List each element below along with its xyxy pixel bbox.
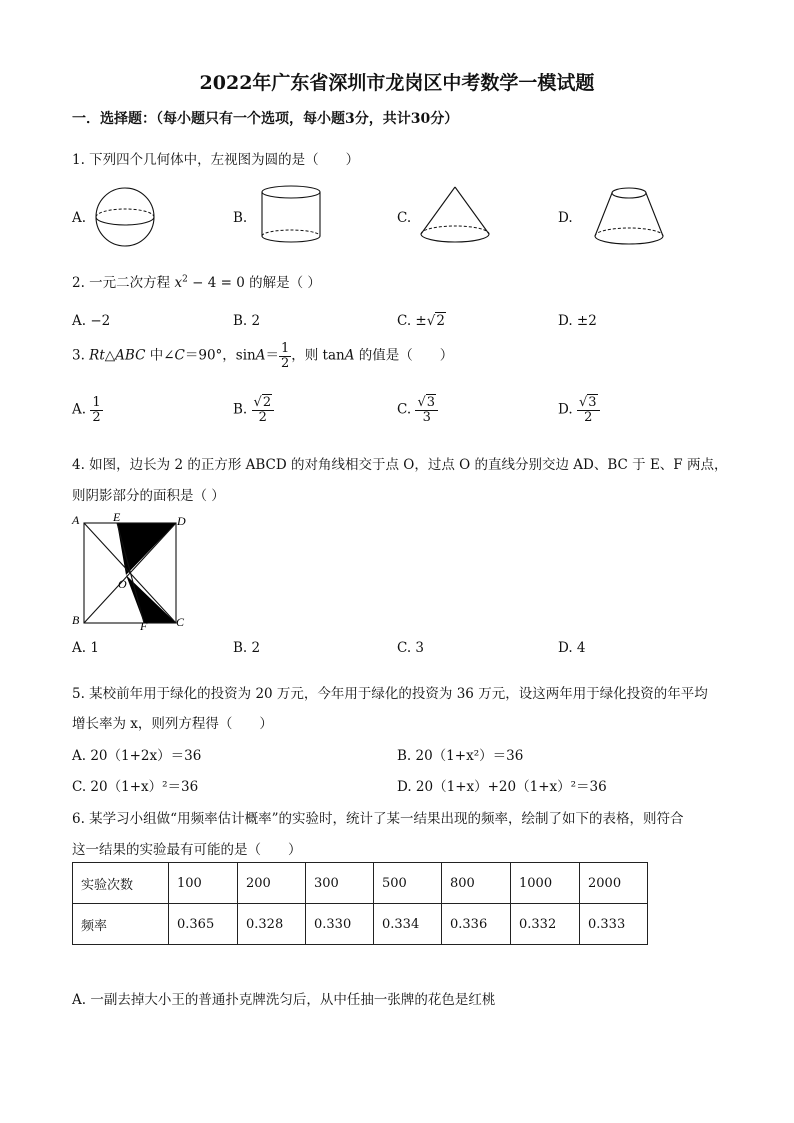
frequency-table bbox=[72, 862, 648, 945]
shaded-triangle-top bbox=[117, 523, 176, 575]
table-cell: 200 bbox=[238, 863, 306, 904]
frustum-figure bbox=[592, 184, 666, 248]
q5-option-d: D. 20（1+x）+20（1+x）²＝36 bbox=[397, 779, 607, 795]
table-cell: 800 bbox=[442, 863, 511, 904]
table-cell: 0.328 bbox=[238, 904, 306, 945]
table-cell: 实验次数 bbox=[73, 863, 169, 904]
q2-stem: 2. 一元二次方程 $x^2 - 4 = 0$ 的解是（ ） bbox=[72, 274, 321, 291]
cylinder-figure bbox=[258, 184, 324, 246]
label-c: C bbox=[176, 615, 185, 629]
table-cell: 300 bbox=[306, 863, 374, 904]
q2-option-b: B. 2 bbox=[233, 313, 261, 329]
label-e: E bbox=[113, 510, 121, 524]
q2-option-c: C. ±√2 bbox=[397, 313, 445, 329]
table-cell: 0.334 bbox=[374, 904, 442, 945]
table-row bbox=[73, 863, 648, 904]
table-cell: 1000 bbox=[511, 863, 580, 904]
table-cell: 500 bbox=[374, 863, 442, 904]
label-f: F bbox=[140, 619, 148, 633]
q5-option-b: B. 20（1+x²）＝36 bbox=[397, 748, 524, 764]
q3-option-b: B. $\frac{√2}{2}$ bbox=[233, 396, 274, 424]
label-b: B bbox=[72, 613, 80, 627]
q6-stem-line2: 这一结果的实验最有可能的是（ ） bbox=[72, 842, 302, 858]
q5-stem-line2: 增长率为 x，则列方程得（ ） bbox=[72, 716, 273, 732]
q5-option-a: A. 20（1+2x）＝36 bbox=[72, 748, 202, 764]
q4-option-d: D. 4 bbox=[558, 640, 586, 656]
label-o: O bbox=[118, 577, 127, 591]
table-cell: 0.333 bbox=[580, 904, 648, 945]
table-cell: 0.336 bbox=[442, 904, 511, 945]
sphere-figure bbox=[92, 186, 158, 248]
section-heading: 一．选择题：（每小题只有一个选项，每小题3分，共计30分） bbox=[72, 111, 459, 127]
q4-option-a: A. 1 bbox=[72, 640, 99, 656]
q5-option-c: C. 20（1+x）²＝36 bbox=[72, 779, 199, 795]
table-cell: 0.365 bbox=[169, 904, 238, 945]
label-d: D bbox=[177, 514, 186, 528]
q4-option-c: C. 3 bbox=[397, 640, 425, 656]
table-cell: 100 bbox=[169, 863, 238, 904]
table-cell: 0.332 bbox=[511, 904, 580, 945]
q1-option-a-label: A. bbox=[72, 210, 87, 226]
q6-option-a: A. 一副去掉大小王的普通扑克牌洗匀后，从中任抽一张牌的花色是红桃 bbox=[72, 992, 496, 1008]
table-cell: 2000 bbox=[580, 863, 648, 904]
page-title: 2022年广东省深圳市龙岗区中考数学一模试题 bbox=[199, 72, 595, 94]
table-cell: 0.330 bbox=[306, 904, 374, 945]
label-a: A bbox=[72, 513, 80, 527]
q4-stem-line1: 4. 如图，边长为 2 的正方形 ABCD 的对角线相交于点 O，过点 O 的直线分别交边 AD、BC 于 E、F 两点， bbox=[72, 457, 728, 473]
q3-option-d: D. $\frac{√3}{2}$ bbox=[558, 396, 600, 424]
q1-option-d-label: D. bbox=[558, 210, 573, 226]
q4-stem-line2: 则阴影部分的面积是（ ） bbox=[72, 488, 225, 504]
q2-option-a: A. −2 bbox=[72, 313, 111, 329]
q4-option-b: B. 2 bbox=[233, 640, 261, 656]
q3-stem: 3. Rt△ABC 中∠C＝90°，sinA＝ $\frac{1}{2}$ ，则 tanA 的值是（ ） bbox=[72, 341, 454, 371]
table-cell: 频率 bbox=[73, 904, 169, 945]
table-row bbox=[73, 904, 648, 945]
q3-option-a: A. $\frac{1}{2}$ bbox=[72, 395, 101, 425]
q1-stem: 1. 下列四个几何体中，左视图为圆的是（ ） bbox=[72, 152, 360, 168]
q1-option-c-label: C. bbox=[397, 210, 412, 226]
cone-figure bbox=[418, 184, 492, 246]
q5-stem-line1: 5. 某校前年用于绿化的投资为 20 万元，今年用于绿化的投资为 36 万元，设这两年用于绿化投资的年平均 bbox=[72, 686, 708, 702]
q3-option-c: C. $\frac{√3}{3}$ bbox=[397, 396, 438, 424]
q1-option-b-label: B. bbox=[233, 210, 248, 226]
q2-option-d: D. ±2 bbox=[558, 313, 597, 329]
square-figure bbox=[66, 510, 196, 634]
q6-stem-line1: 6. 某学习小组做“用频率估计概率”的实验时，统计了某一结果出现的频率，绘制了如下的表格，则符合 bbox=[72, 811, 684, 827]
